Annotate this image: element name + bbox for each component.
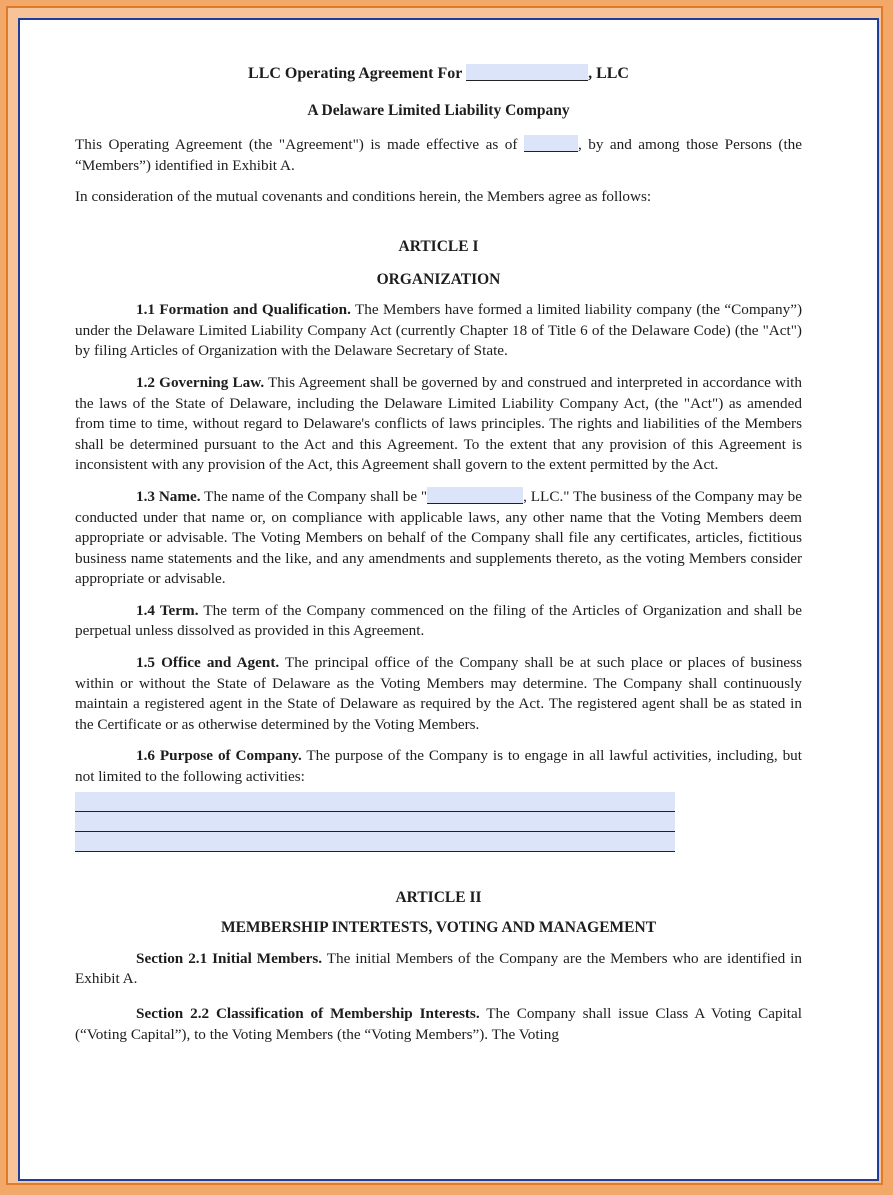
section-1-3-heading: 1.3 Name. <box>136 487 201 505</box>
section-1-2-body: This Agreement shall be governed by and construed and interpreted in accordance with the laws of the State of Delaware, including the Delaware Limited Liability Company Act, (the "Act") as amended from time to time, without regard to Delaware's conflicts of laws principles. The rights and liabilities of the Members shall be determined pursuant to the Act and this Agreement. To the extent that any provision of this Agreement is inconsistent with any provision of the Act, this Agreement shall govern to the extent permitted by the Act. <box>75 373 802 474</box>
document-body <box>75 58 802 1045</box>
section-1-2-heading: 1.2 Governing Law. <box>136 373 265 391</box>
section-2-1-heading: Section 2.1 Initial Members. <box>136 949 323 967</box>
purpose-line-1[interactable] <box>75 792 675 812</box>
consideration-paragraph: In consideration of the mutual covenants and conditions herein, the Members agree as follows: <box>75 188 652 206</box>
purpose-line-2[interactable] <box>75 812 675 832</box>
section-1-1 <box>75 300 802 362</box>
section-1-6-body: The purpose of the Company is to engage in all lawful activities, including, but not limited to the following activities: <box>75 747 802 786</box>
purpose-fill-lines <box>75 792 675 852</box>
section-2-2-body: The Company shall issue Class A Voting Capital (“Voting Capital”), to the Voting Members (the “Voting Members”). The Voting <box>75 1005 802 1043</box>
intro-text-b: , by and among those Persons (the “Members”) identified in Exhibit A. <box>75 136 803 174</box>
outer-frame <box>6 6 883 1185</box>
section-1-1-body: The Members have formed a limited liability company (the “Company”) under the Delaware Limited Liability Company Act (currently Chapter 18 of Title 6 of the Delaware Code) (the "Act") by filing Articles of Organization with the Delaware Secretary of State. <box>75 301 802 360</box>
article-1-subheading: ORGANIZATION <box>376 270 501 288</box>
company-name-field-2[interactable] <box>427 487 523 504</box>
document-subtitle: A Delaware Limited Liability Company <box>307 101 570 119</box>
section-2-2-heading: Section 2.2 Classification of Membership Interests. <box>136 1005 480 1022</box>
section-2-1-body: The initial Members of the Company are the Members who are identified in Exhibit A. <box>75 949 802 988</box>
section-1-6 <box>75 746 802 787</box>
section-1-3-text-b: , LLC." The business of the Company may be conducted under that name or, on compliance with applicable laws, any other name that the Voting Members deem appropriate or advisable. The Voting Members on behalf of the Company shall file any certificates, articles, fictitious business name statements and the like, and any amendments and supplements thereto, as the voting Members consider appropriate or advisable. <box>75 487 802 588</box>
section-1-4-body: The term of the Company commenced on the filing of the Articles of Organization and shall be perpetual unless dissolved as provided in this Agreement. <box>75 601 803 640</box>
document-page <box>18 18 879 1181</box>
section-1-4-heading: 1.4 Term. <box>136 601 199 619</box>
purpose-line-3[interactable] <box>75 832 675 852</box>
section-1-5 <box>75 653 802 735</box>
effective-date-field[interactable] <box>524 135 578 152</box>
article-2-heading: ARTICLE II <box>395 888 482 906</box>
section-1-6-heading: 1.6 Purpose of Company. <box>136 747 302 765</box>
article-1-heading: ARTICLE I <box>398 237 479 255</box>
company-name-field[interactable] <box>466 64 588 81</box>
article-2-subheading: MEMBERSHIP INTERTESTS, VOTING AND MANAGEMENT <box>220 919 657 937</box>
section-1-5-body: The principal office of the Company shall be at such place or places of business within or without the State of Delaware as the Voting Members may determine. The Company shall continuously maintain a registered agent in the State of Delaware as required by the Act. The registered agent shall be as stated in the Certificate or as otherwise determined by the Voting Members. <box>75 654 802 733</box>
section-1-2 <box>75 373 802 476</box>
title-suffix: , LLC <box>588 65 629 82</box>
section-2-1 <box>75 949 802 990</box>
intro-text-a: This Operating Agreement (the "Agreement") is made effective as of <box>75 136 518 154</box>
section-1-3-text-a: The name of the Company shall be " <box>200 487 428 505</box>
intro-paragraph <box>75 135 802 176</box>
section-1-3 <box>75 487 802 590</box>
section-2-2 <box>75 1004 802 1045</box>
section-1-1-heading: 1.1 Formation and Qualification. <box>136 301 351 319</box>
title-prefix: LLC Operating Agreement For <box>248 65 463 82</box>
section-1-5-heading: 1.5 Office and Agent. <box>136 654 280 672</box>
document-title <box>75 64 802 85</box>
section-1-4 <box>75 601 802 642</box>
